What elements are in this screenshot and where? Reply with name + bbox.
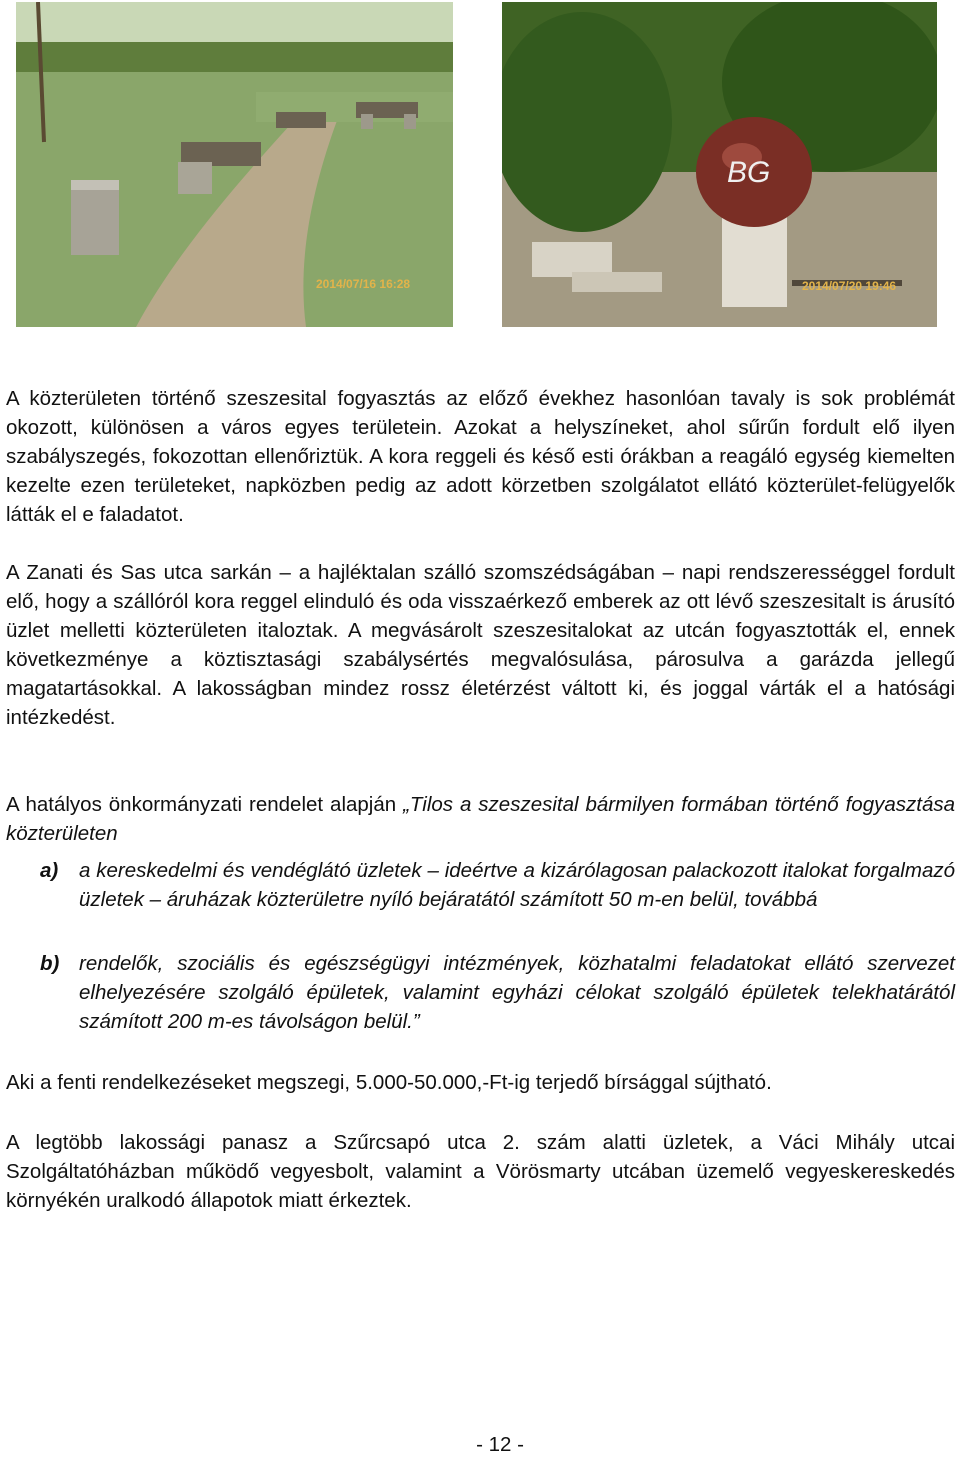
- list-marker: b): [40, 952, 60, 975]
- regulation-lead-text: A hatályos önkormányzati rendelet alapján: [6, 793, 404, 816]
- paragraph-regulation-intro: [6, 790, 955, 848]
- list-item-text: a kereskedelmi és vendéglátó üzletek – ideértve a kizárólagosan palackozott italokat forgalmazó üzletek – áruházak közterületre nyíló bejáratától számított 50 m-en belül, továbbá: [79, 859, 955, 911]
- paragraph-complaints: A legtöbb lakossági panasz a Szűrcsapó utca 2. szám alatti üzletek, a Váci Mihály utcai Szolgáltatóházban működő vegyesbolt, valamint a Vörösmarty utcában üzemelő vegyeskereskedés környékén uralkodó állapotok miatt érkeztek.: [6, 1131, 955, 1212]
- paragraph-zanati-sas-corner: A Zanati és Sas utca sarkán – a hajléktalan szálló szomszédságában – napi rendszerességgel fordult elő, hogy a szállóról kora reggel elinduló és oda visszaérkező emberek az ott lévő szeszesitalt is árusító üzlet melletti közterületen italoztak. A megvásárolt szeszesitalokat az utcán fogyasztották el, ennek következménye a köztisztasági szabálysértés megvalósulása, párosulva a garázda jellegű magatartásokkal. A lakosságban mindez rossz életérzést váltott ki, és joggal várták el a hatósági intézkedést.: [6, 561, 955, 729]
- photo-timestamp: 2014/07/20 19:46: [802, 279, 897, 293]
- list-item-text: rendelők, szociális és egészségügyi intézmények, közhatalmi feladatokat ellátó szervezet elhelyezésére szolgáló épületek, valamint egyházi célokat szolgáló épületek telekhatárától számított 200 m-es távolságon belül.”: [79, 952, 955, 1033]
- photo-timestamp: 2014/07/16 16:28: [316, 277, 411, 291]
- apple-sculpture-photo: [502, 2, 937, 327]
- list-marker: a): [40, 859, 59, 882]
- regulation-quote: „Tilos a szeszesital bármilyen formában történő fogyasztása közterületen: [6, 793, 955, 845]
- graffiti-text: BG: [727, 156, 771, 189]
- page-number: - 12 -: [476, 1433, 524, 1456]
- paragraph-fine: Aki a fenti rendelkezéseket megszegi, 5.000-50.000,-Ft-ig terjedő bírsággal sújtható.: [6, 1071, 772, 1094]
- park-benches-photo: [16, 2, 453, 327]
- paragraph-public-drinking: A közterületen történő szeszesital fogyasztás az előző évekhez hasonlóan tavaly is sok problémát okozott, különösen a város egyes területein. Azokat a helyszíneket, ahol sűrűn fordult elő ilyen szabályszegés, fokozottan ellenőriztük. A kora reggeli és késő esti órákban a reagáló egység kiemelten kezelte ezen területeket, napközben pedig az adott körzetben szolgálatot ellátó közterület-felügyelők látták el e faladatot.: [6, 387, 955, 526]
